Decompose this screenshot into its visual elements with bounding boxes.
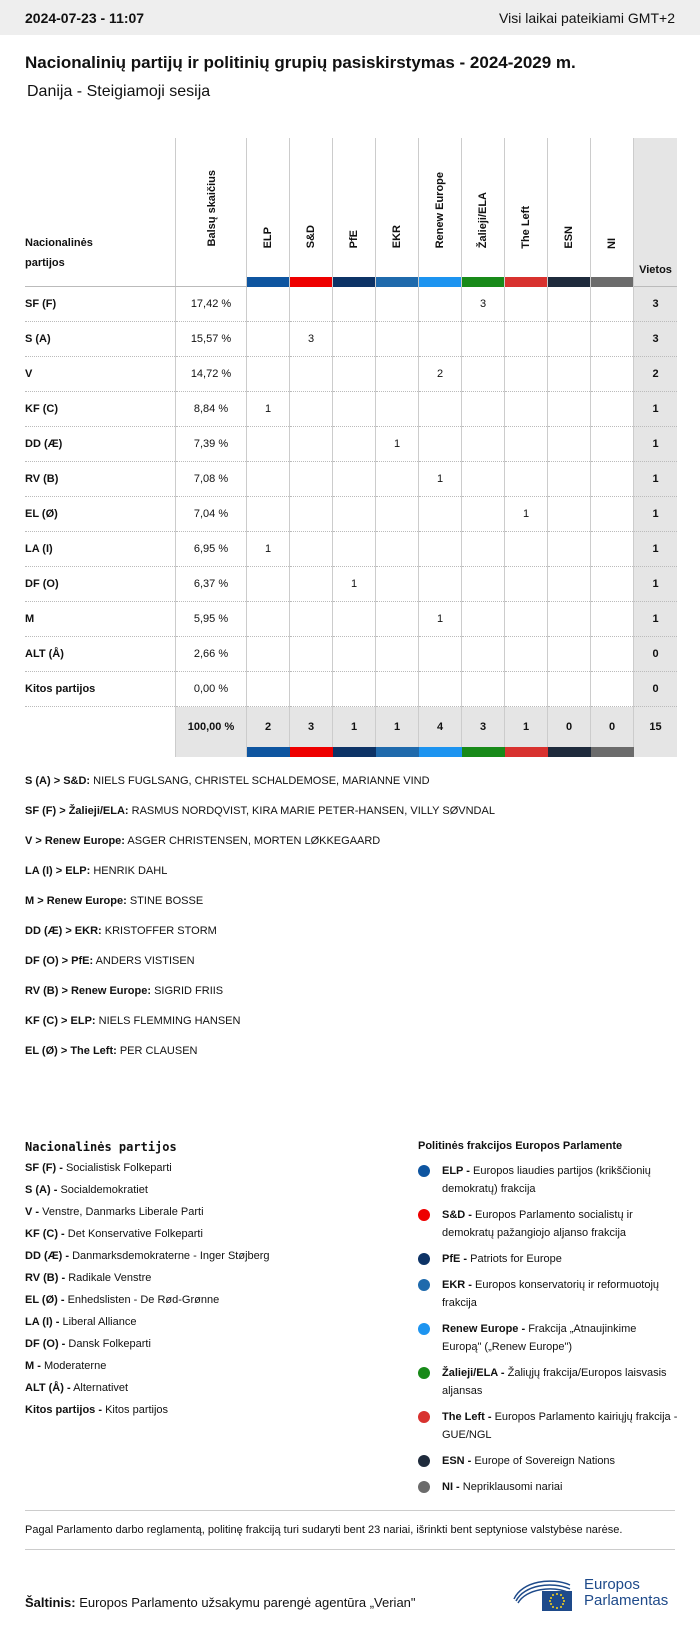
group-seat-cell xyxy=(462,322,505,357)
group-seat-cell xyxy=(505,287,548,322)
party-legend-item: V - Venstre, Danmarks Liberale Parti xyxy=(25,1206,204,1218)
group-seat-cell xyxy=(419,427,462,462)
vote-percentage: 2,66 % xyxy=(176,637,247,672)
member-line: S (A) > S&D: NIELS FUGLSANG, CHRISTEL SCHALDEMOSE, MARIANNE VIND xyxy=(25,775,430,787)
group-seat-cell xyxy=(333,392,376,427)
table-row xyxy=(25,357,677,392)
party-legend-item: Kitos partijos - Kitos partijos xyxy=(25,1404,169,1416)
group-color-dot xyxy=(418,1455,430,1467)
group-seat-cell xyxy=(333,427,376,462)
group-seat-cell xyxy=(548,672,591,707)
member-line: V > Renew Europe: ASGER CHRISTENSEN, MORTEN LØKKEGAARD xyxy=(25,835,381,847)
members-list xyxy=(25,775,495,1075)
group-seat-cell xyxy=(419,497,462,532)
table-row xyxy=(25,637,677,672)
group-seat-cell xyxy=(548,602,591,637)
party-legend-item: RV (B) - Radikale Venstre xyxy=(25,1272,152,1284)
group-seat-cell xyxy=(548,462,591,497)
party-seats: 1 xyxy=(634,427,678,462)
group-color-dot xyxy=(418,1209,430,1221)
group-total: 4 xyxy=(419,707,462,748)
group-seat-cell xyxy=(548,322,591,357)
member-line: DD (Æ) > EKR: KRISTOFFER STORM xyxy=(25,925,217,937)
party-seats: 1 xyxy=(634,392,678,427)
party-name: RV (B) xyxy=(25,462,176,497)
group-seat-cell xyxy=(591,287,634,322)
group-seat-cell xyxy=(376,497,419,532)
group-seat-cell xyxy=(505,322,548,357)
group-seat-cell xyxy=(247,497,290,532)
table-row xyxy=(25,532,677,567)
group-seat-cell xyxy=(548,532,591,567)
group-seat-cell xyxy=(333,672,376,707)
group-seat-cell: 3 xyxy=(290,322,333,357)
page-title: Nacionalinių partijų ir politinių grupių pasiskirstymas - 2024-2029 m. xyxy=(25,53,576,72)
votes-column-header: Balsų skaičius xyxy=(176,138,247,287)
party-name: EL (Ø) xyxy=(25,497,176,532)
group-color-dot xyxy=(418,1367,430,1379)
vote-percentage: 6,95 % xyxy=(176,532,247,567)
party-legend-item: KF (C) - Det Konservative Folkeparti xyxy=(25,1228,203,1240)
vote-percentage: 14,72 % xyxy=(176,357,247,392)
group-seat-cell xyxy=(591,497,634,532)
member-line: RV (B) > Renew Europe: SIGRID FRIIS xyxy=(25,985,224,997)
group-seat-cell: 1 xyxy=(419,602,462,637)
group-seat-cell xyxy=(247,672,290,707)
group-legend-item: Žalieji/ELA - Žaliųjų frakcija/Europos laisvasis aljansas xyxy=(418,1364,678,1400)
group-color-bar xyxy=(290,747,333,757)
group-total: 1 xyxy=(376,707,419,748)
group-seat-cell: 1 xyxy=(505,497,548,532)
group-seat-cell: 1 xyxy=(419,462,462,497)
group-legend-item: ESN - Europe of Sovereign Nations xyxy=(418,1452,678,1470)
member-line: EL (Ø) > The Left: PER CLAUSEN xyxy=(25,1045,198,1057)
group-seat-cell xyxy=(376,602,419,637)
vote-percentage: 6,37 % xyxy=(176,567,247,602)
group-seat-cell xyxy=(505,357,548,392)
group-seat-cell xyxy=(505,427,548,462)
group-seat-cell xyxy=(462,637,505,672)
group-total: 1 xyxy=(505,707,548,748)
group-seat-cell: 2 xyxy=(419,357,462,392)
group-total: 0 xyxy=(591,707,634,748)
group-legend xyxy=(418,1140,678,1504)
group-seat-cell xyxy=(376,567,419,602)
group-seat-cell xyxy=(247,462,290,497)
source-line: Šaltinis: Europos Parlamento užsakymu parengė agentūra „Verian" xyxy=(25,1595,416,1610)
vote-percentage: 17,42 % xyxy=(176,287,247,322)
group-seat-cell xyxy=(290,497,333,532)
party-name: DD (Æ) xyxy=(25,427,176,462)
table-row xyxy=(25,672,677,707)
group-seat-cell: 3 xyxy=(462,287,505,322)
group-color-bar xyxy=(591,747,634,757)
group-color-bar xyxy=(333,277,375,287)
vote-percentage: 15,57 % xyxy=(176,322,247,357)
group-color-dot xyxy=(418,1165,430,1177)
party-column-header: Nacionalinės partijos xyxy=(25,138,176,287)
total-seats: 15 xyxy=(634,707,678,748)
group-seat-cell: 1 xyxy=(247,392,290,427)
group-seat-cell xyxy=(548,287,591,322)
group-seat-cell xyxy=(505,462,548,497)
member-line: KF (C) > ELP: NIELS FLEMMING HANSEN xyxy=(25,1015,241,1027)
group-seat-cell xyxy=(376,672,419,707)
vote-percentage: 7,04 % xyxy=(176,497,247,532)
party-legend-item: DD (Æ) - Danmarksdemokraterne - Inger Støjberg xyxy=(25,1250,270,1262)
member-line: DF (O) > PfE: ANDERS VISTISEN xyxy=(25,955,195,967)
group-seat-cell: 1 xyxy=(333,567,376,602)
group-seat-cell xyxy=(376,287,419,322)
totals-row xyxy=(25,707,677,748)
party-legend-item: M - Moderaterne xyxy=(25,1360,107,1372)
group-seat-cell xyxy=(247,287,290,322)
group-seat-cell xyxy=(591,357,634,392)
table-row xyxy=(25,322,677,357)
group-total: 3 xyxy=(290,707,333,748)
page-subtitle: Danija - Steigiamoji sesija xyxy=(27,83,211,100)
party-legend-item: DF (O) - Dansk Folkeparti xyxy=(25,1338,151,1350)
group-seat-cell xyxy=(462,427,505,462)
party-seats: 1 xyxy=(634,602,678,637)
seats-column-header: Vietos xyxy=(634,138,678,287)
party-legend-item: S (A) - Socialdemokratiet xyxy=(25,1184,148,1196)
table-row xyxy=(25,567,677,602)
group-seat-cell xyxy=(462,357,505,392)
group-color-bar xyxy=(462,747,505,757)
party-seats: 1 xyxy=(634,497,678,532)
group-seat-cell xyxy=(290,567,333,602)
group-color-bar xyxy=(591,277,633,287)
group-color-bar xyxy=(333,747,376,757)
table-row xyxy=(25,287,677,322)
group-total: 1 xyxy=(333,707,376,748)
group-seat-cell xyxy=(548,497,591,532)
party-name: LA (I) xyxy=(25,532,176,567)
group-total: 3 xyxy=(462,707,505,748)
vote-percentage: 5,95 % xyxy=(176,602,247,637)
group-seat-cell: 1 xyxy=(247,532,290,567)
group-seat-cell xyxy=(333,637,376,672)
group-seat-cell xyxy=(462,462,505,497)
group-seat-cell xyxy=(419,322,462,357)
party-seats: 3 xyxy=(634,287,678,322)
party-legend-item: ALT (Å) - Alternativet xyxy=(25,1382,129,1394)
group-seat-cell xyxy=(462,672,505,707)
vote-percentage: 0,00 % xyxy=(176,672,247,707)
party-name: ALT (Å) xyxy=(25,637,176,672)
group-seat-cell xyxy=(247,322,290,357)
group-seat-cell xyxy=(333,357,376,392)
timestamp: 2024-07-23 - 11:07 xyxy=(25,9,145,26)
group-seat-cell xyxy=(591,602,634,637)
group-seat-cell xyxy=(419,672,462,707)
group-seat-cell xyxy=(462,392,505,427)
group-seat-cell xyxy=(591,637,634,672)
group-seat-cell xyxy=(376,462,419,497)
group-seat-cell xyxy=(548,427,591,462)
rules-note: Pagal Parlamento darbo reglamentą, politinę frakciją turi sudaryti bent 23 nariai, išrinkti bent septyniose valstybėse narėse. xyxy=(25,1510,675,1550)
party-seats: 0 xyxy=(634,672,678,707)
group-header-0: ELP xyxy=(247,138,290,287)
group-color-bar xyxy=(376,277,418,287)
group-color-bar xyxy=(548,277,590,287)
party-name: Kitos partijos xyxy=(25,672,176,707)
group-color-bar xyxy=(505,277,547,287)
group-seat-cell xyxy=(591,322,634,357)
party-name: S (A) xyxy=(25,322,176,357)
group-seat-cell xyxy=(462,602,505,637)
group-color-bar xyxy=(548,747,591,757)
total-percentage: 100,00 % xyxy=(176,707,247,748)
group-seat-cell xyxy=(591,462,634,497)
group-seat-cell: 1 xyxy=(376,427,419,462)
group-color-bar xyxy=(290,277,332,287)
timezone-note: Visi laikai pateikiami GMT+2 xyxy=(499,9,675,26)
group-seat-cell xyxy=(505,392,548,427)
group-color-bar xyxy=(419,277,461,287)
vote-percentage: 8,84 % xyxy=(176,392,247,427)
group-color-dot xyxy=(418,1279,430,1291)
group-legend-title: Politinės frakcijos Europos Parlamente xyxy=(418,1140,623,1152)
member-line: SF (F) > Žalieji/ELA: RASMUS NORDQVIST, KIRA MARIE PETER-HANSEN, VILLY SØVNDAL xyxy=(25,805,495,817)
group-seat-cell xyxy=(462,567,505,602)
group-seat-cell xyxy=(333,462,376,497)
group-color-dot xyxy=(418,1253,430,1265)
group-seat-cell xyxy=(462,497,505,532)
member-line: LA (I) > ELP: HENRIK DAHL xyxy=(25,865,168,877)
group-seat-cell xyxy=(505,567,548,602)
group-seat-cell xyxy=(462,532,505,567)
group-seat-cell xyxy=(505,672,548,707)
group-seat-cell xyxy=(290,287,333,322)
group-header-1: S&D xyxy=(290,138,333,287)
group-seat-cell xyxy=(419,532,462,567)
group-legend-item: Renew Europe - Frakcija „Atnaujinkime Europą" („Renew Europe") xyxy=(418,1320,678,1356)
group-seat-cell xyxy=(419,392,462,427)
group-seat-cell xyxy=(505,532,548,567)
party-name: DF (O) xyxy=(25,567,176,602)
table-row xyxy=(25,427,677,462)
table-row xyxy=(25,462,677,497)
party-legend-title: Nacionalinės partijos xyxy=(25,1140,177,1154)
party-name: KF (C) xyxy=(25,392,176,427)
group-seat-cell xyxy=(591,567,634,602)
group-seat-cell xyxy=(290,602,333,637)
group-legend-item: ELP - Europos liaudies partijos (krikščionių demokratų) frakcija xyxy=(418,1162,678,1198)
party-name: M xyxy=(25,602,176,637)
group-seat-cell xyxy=(247,602,290,637)
party-legend-item: SF (F) - Socialistisk Folkeparti xyxy=(25,1162,172,1174)
group-seat-cell xyxy=(591,532,634,567)
group-seat-cell xyxy=(376,532,419,567)
group-seat-cell xyxy=(376,357,419,392)
group-seat-cell xyxy=(290,392,333,427)
party-seats: 2 xyxy=(634,357,678,392)
group-header-2: PfE xyxy=(333,138,376,287)
logo-line-2: Parlamentas xyxy=(584,1592,669,1609)
group-color-bar xyxy=(247,277,289,287)
group-legend-item: The Left - Europos Parlamento kairiųjų frakcija - GUE/NGL xyxy=(418,1408,678,1444)
party-seats: 0 xyxy=(634,637,678,672)
group-seat-cell xyxy=(290,462,333,497)
group-color-bar xyxy=(462,277,504,287)
table-row xyxy=(25,497,677,532)
party-legend xyxy=(25,1140,270,1426)
group-seat-cell xyxy=(548,357,591,392)
table-row xyxy=(25,392,677,427)
group-seat-cell xyxy=(376,322,419,357)
group-header-8: NI xyxy=(591,138,634,287)
group-seat-cell xyxy=(290,427,333,462)
group-seat-cell xyxy=(247,357,290,392)
group-seat-cell xyxy=(290,637,333,672)
ep-logo-icon xyxy=(512,1573,576,1613)
group-seat-cell xyxy=(376,637,419,672)
party-legend-item: LA (I) - Liberal Alliance xyxy=(25,1316,137,1328)
party-seats: 1 xyxy=(634,532,678,567)
logo-line-1: Europos xyxy=(584,1576,640,1593)
ep-logo xyxy=(512,1573,668,1613)
group-seat-cell xyxy=(290,672,333,707)
group-seat-cell xyxy=(333,532,376,567)
group-header-5: Žalieji/ELA xyxy=(462,138,505,287)
group-seat-cell xyxy=(376,392,419,427)
group-color-dot xyxy=(418,1481,430,1493)
group-seat-cell xyxy=(548,567,591,602)
results-table xyxy=(25,138,677,757)
group-color-dot xyxy=(418,1323,430,1335)
group-header-7: ESN xyxy=(548,138,591,287)
party-seats: 3 xyxy=(634,322,678,357)
group-seat-cell xyxy=(591,427,634,462)
party-name: SF (F) xyxy=(25,287,176,322)
group-seat-cell xyxy=(290,357,333,392)
group-legend-item: S&D - Europos Parlamento socialistų ir demokratų pažangiojo aljanso frakcija xyxy=(418,1206,678,1242)
group-color-bar xyxy=(247,747,290,757)
group-seat-cell xyxy=(333,497,376,532)
group-seat-cell xyxy=(333,322,376,357)
group-seat-cell xyxy=(505,602,548,637)
group-legend-item: EKR - Europos konservatorių ir reformuotojų frakcija xyxy=(418,1276,678,1312)
group-header-6: The Left xyxy=(505,138,548,287)
vote-percentage: 7,39 % xyxy=(176,427,247,462)
group-seat-cell xyxy=(247,637,290,672)
group-seat-cell xyxy=(419,637,462,672)
member-line: M > Renew Europe: STINE BOSSE xyxy=(25,895,204,907)
group-color-bar xyxy=(376,747,419,757)
group-color-bar xyxy=(419,747,462,757)
party-seats: 1 xyxy=(634,462,678,497)
group-seat-cell xyxy=(591,672,634,707)
group-seat-cell xyxy=(333,602,376,637)
group-header-3: EKR xyxy=(376,138,419,287)
group-total: 0 xyxy=(548,707,591,748)
group-total: 2 xyxy=(247,707,290,748)
table-row xyxy=(25,602,677,637)
group-color-dot xyxy=(418,1411,430,1423)
group-seat-cell xyxy=(247,427,290,462)
party-legend-item: EL (Ø) - Enhedslisten - De Rød-Grønne xyxy=(25,1294,220,1306)
group-seat-cell xyxy=(548,392,591,427)
group-seat-cell xyxy=(419,287,462,322)
group-seat-cell xyxy=(290,532,333,567)
group-color-bar xyxy=(505,747,548,757)
group-seat-cell xyxy=(419,567,462,602)
group-seat-cell xyxy=(333,287,376,322)
party-seats: 1 xyxy=(634,567,678,602)
group-legend-item: NI - Nepriklausomi nariai xyxy=(418,1478,678,1496)
group-seat-cell xyxy=(591,392,634,427)
group-seat-cell xyxy=(247,567,290,602)
party-name: V xyxy=(25,357,176,392)
group-seat-cell xyxy=(548,637,591,672)
vote-percentage: 7,08 % xyxy=(176,462,247,497)
group-legend-item: PfE - Patriots for Europe xyxy=(418,1250,678,1268)
top-bar xyxy=(0,0,700,35)
group-header-4: Renew Europe xyxy=(419,138,462,287)
group-seat-cell xyxy=(505,637,548,672)
